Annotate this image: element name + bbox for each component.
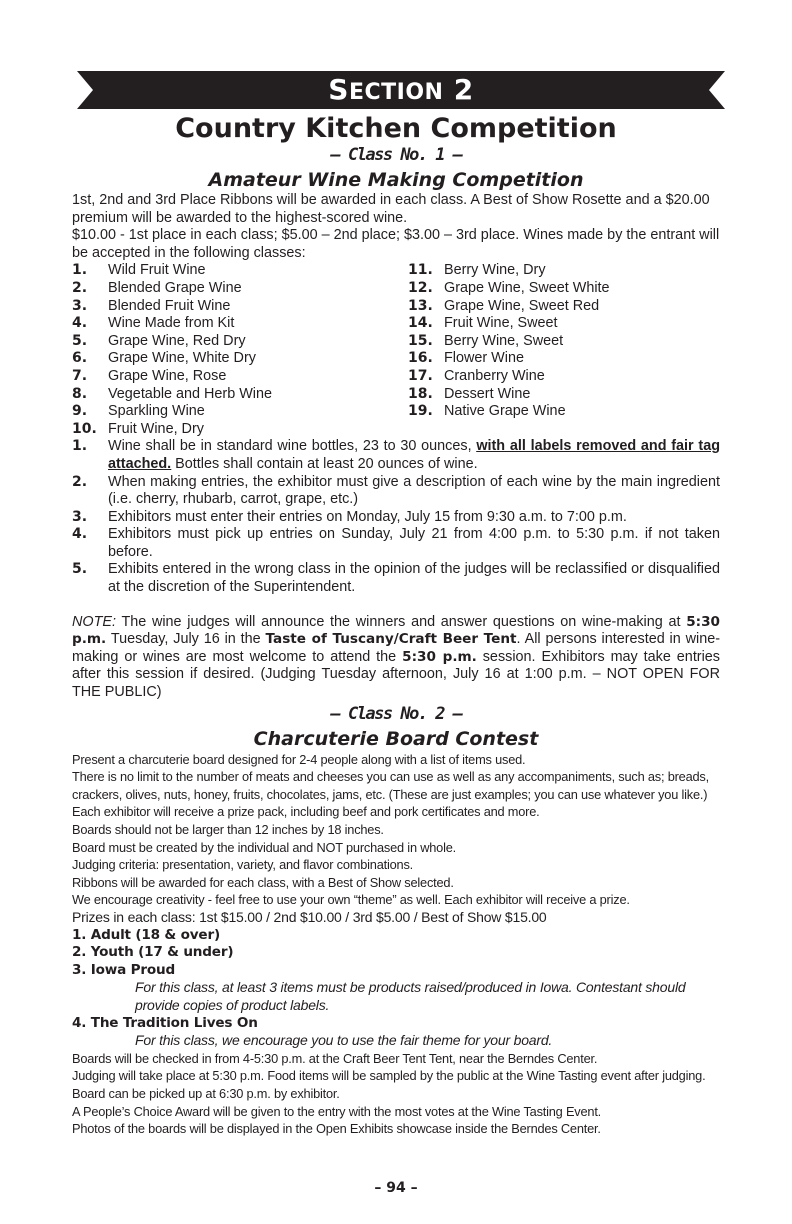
text-line: We encourage creativity - feel free to use your own “theme” as well. Each exhibitor will receive a prize. [72, 892, 630, 908]
list-item: 5. Exhibits entered in the wrong class in the opinion of the judges will be reclassified or disqualified at the discretion of the Superintendent. [72, 561, 720, 596]
list-item: 2. Blended Grape Wine [72, 279, 242, 296]
text-line: Judging criteria: presentation, variety, and flavor combinations. [72, 857, 413, 873]
list-item: 19. Native Grape Wine [408, 403, 566, 420]
subclass-adult: 1. Adult (18 & over) [72, 926, 220, 943]
wine-class-column-left [72, 262, 408, 438]
list-item: 1. Wine shall be in standard wine bottles, 23 to 30 ounces, with all labels removed and fair tag attached. Bottles shall contain at least 20 ounces of wine. [72, 438, 720, 472]
text-line: Present a charcuterie board designed for 2-4 people along with a list of items used. [72, 751, 526, 767]
text-line: Photos of the boards will be displayed in the Open Exhibits showcase inside the Berndes Center. [72, 1121, 601, 1137]
text-line: Boards will be checked in from 4-5:30 p.m. at the Craft Beer Tent Tent, near the Berndes Center. [72, 1050, 598, 1066]
text-line: Ribbons will be awarded for each class, with a Best of Show selected. [72, 874, 454, 890]
page-title: Country Kitchen Competition [175, 113, 617, 144]
list-item: 10. Fruit Wine, Dry [72, 420, 204, 437]
list-item: 3. Exhibitors must enter their entries on Monday, July 15 from 9:30 a.m. to 7:00 p.m. [72, 508, 627, 525]
subclass-tradition-note: For this class, we encourage you to use the fair theme for your board. [135, 1032, 553, 1049]
list-item: 9. Sparkling Wine [72, 403, 205, 420]
list-item: 11. Berry Wine, Dry [408, 262, 546, 279]
class-2-number: — Class No. 2 — [330, 703, 462, 724]
text-line: Board must be created by the individual and NOT purchased in whole. [72, 839, 457, 855]
page-number: – 94 – [374, 1180, 418, 1196]
section-banner [77, 71, 725, 109]
list-item: 15. Berry Wine, Sweet [408, 332, 564, 349]
subclass-youth: 2. Youth (17 & under) [72, 944, 234, 961]
subclass-iowa-proud: 3. Iowa Proud [72, 961, 176, 978]
text-line: A People’s Choice Award will be given to the entry with the most votes at the Wine Tasting Event. [72, 1103, 602, 1119]
page [72, 0, 720, 1138]
list-item: 5. Grape Wine, Red Dry [72, 332, 246, 349]
list-item: 14. Fruit Wine, Sweet [408, 315, 558, 332]
wine-rules-list [72, 438, 720, 596]
text-line: There is no limit to the number of meats and cheeses you can use as well as any accompaniments, such as; breads, crackers, olives, nuts, honey, fruits, chocolates, jams, etc. (These are just examples; you can use whatever you like.) [72, 769, 709, 802]
list-item: 1. Wild Fruit Wine [72, 262, 206, 279]
text-line: Boards should not be larger than 12 inches by 18 inches. [72, 822, 384, 837]
prizes-line: Prizes in each class: 1st $15.00 / 2nd $10.00 / 3rd $5.00 / Best of Show $15.00 [72, 908, 547, 925]
class-1-intro-1: 1st, 2nd and 3rd Place Ribbons will be awarded in each class. A Best of Show Rosette and a $20.00 premium will be awarded to the highest-scored wine. [72, 192, 710, 226]
wine-class-list [72, 262, 720, 438]
class-1-intro-2: $10.00 - 1st place in each class; $5.00 – 2nd place; $3.00 – 3rd place. Wines made by the entrant will be accepted in the following classes: [72, 227, 720, 261]
text-line: Judging will take place at 5:30 p.m. Food items will be sampled by the public at the Wine Tasting event after judging. Board can be picked up at 6:30 p.m. by exhibitor. [72, 1068, 706, 1101]
class-1-number: — Class No. 1 — [330, 145, 462, 165]
list-item: 4. Exhibitors must pick up entries on Sunday, July 21 from 4:00 p.m. to 5:30 p.m. if not taken before. [72, 526, 720, 560]
list-item: 8. Vegetable and Herb Wine [72, 385, 273, 402]
list-item: 16. Flower Wine [408, 350, 524, 367]
list-item: 7. Grape Wine, Rose [72, 367, 227, 384]
list-item: 17. Cranberry Wine [408, 367, 545, 384]
wine-class-column-right [408, 262, 610, 438]
list-item: 12. Grape Wine, Sweet White [408, 279, 610, 296]
list-item: 3. Blended Fruit Wine [72, 297, 231, 314]
class-1-heading: Amateur Wine Making Competition [208, 169, 584, 191]
list-item: 13. Grape Wine, Sweet Red [408, 297, 600, 314]
subclass-tradition: 4. The Tradition Lives On [72, 1014, 258, 1031]
class-2-heading: Charcuterie Board Contest [253, 727, 539, 750]
list-item: 2. When making entries, the exhibitor must give a description of each wine by the main ingredient (i.e. cherry, rhubarb, carrot, grape, etc.) [72, 473, 720, 508]
list-item: 6. Grape Wine, White Dry [72, 350, 256, 367]
list-item: 4. Wine Made from Kit [72, 315, 235, 332]
class-2-body [72, 751, 720, 1138]
subclass-iowa-proud-note: For this class, at least 3 items must be products raised/produced in Iowa. Contestant should provide copies of product labels. [135, 979, 686, 1013]
wine-judging-note: NOTE: The wine judges will announce the winners and answer questions on wine-making at 5:30 p.m. Tuesday, July 16 in the Taste of Tuscany/Craft Beer Tent. All persons interested in wine-making or wines are most welcome to attend the 5:30 p.m. session. Exhibitors may take entries after this session if desired. (Judging Tuesday afternoon, July 16 at 1:00 p.m. – NOT OPEN FOR THE PUBLIC) [72, 613, 721, 701]
emphasis-text: with all labels removed and fair tag attached. [108, 438, 720, 472]
list-item: 18. Dessert Wine [408, 385, 531, 402]
section-label: SECTION 2 [328, 73, 474, 106]
text-line: Each exhibitor will receive a prize pack, including beef and pork certificates and more. [72, 804, 540, 820]
